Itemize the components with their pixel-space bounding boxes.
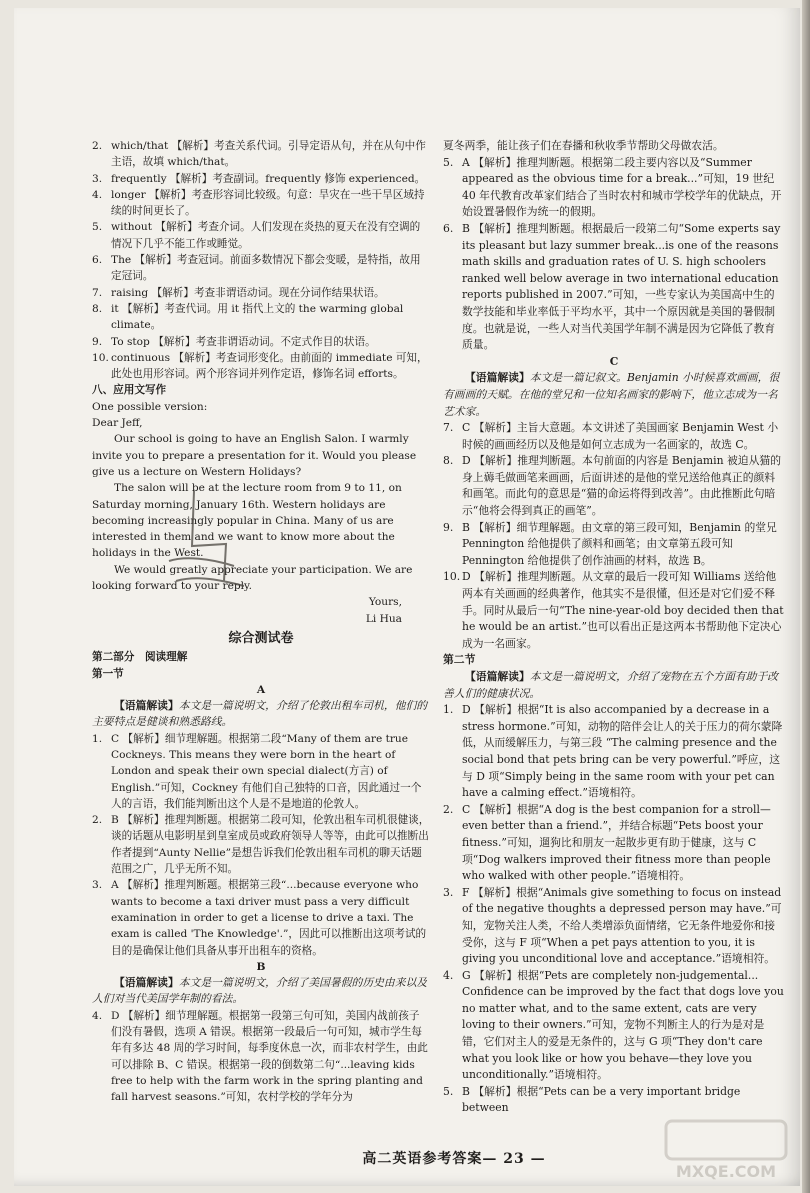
item-text: which/that 【解析】考查关系代词。引导定语从句，并在从句中作主语，故填 which/that。 (111, 140, 426, 169)
passage-b-reading-summary (92, 975, 430, 1008)
item-text: D 【解析】根据“It is also accompanied by a decrease in a stress hormone.”可知，动物的陪伴会让人的关于压力的荷尔蒙降低，从而缓解压力，与第三段 “The calming presence and the social bond that pets bring can be very powerful.”呼应，这与 D 项“Simply being in the same room with your pet can have a calming effect.”语境相符。 (462, 703, 783, 800)
possible-version-label: One possible version: (92, 400, 208, 413)
letter-paragraph-3: We would greatly appreciate your participation. We are looking forward to your reply. (92, 563, 413, 593)
item-number: 2. (443, 802, 454, 816)
item-number: 5. (92, 221, 103, 234)
item-text: F 【解析】根据“Animals give something to focus on instead of the negative thoughts a depressed person may have.”可知，宠物关注人类，不给人类增添负面情绪，它无条件地爱你和接受你，这与 F 项“When a pet pays attention to you, it is giving you unconditional love and acceptance.”语境相符。 (462, 885, 782, 966)
item-text: B 【解析】推理判断题。根据第二段可知，伦敦出租车司机很健谈，谈的话题从电影明星到皇室成员或政府领导人等等，由此可以推断出作者提到“Aunty Nellie”是想告诉我们伦敦出租车司机的聊天话题范围之广，几乎无所不知。 (111, 814, 430, 876)
item-number: 7. (443, 421, 454, 435)
item-number: 2. (92, 814, 103, 827)
item-number: 10. (92, 351, 109, 364)
passage-a-answers (92, 731, 430, 959)
answer-item (92, 731, 430, 812)
item-number: 10. (443, 570, 461, 584)
passage-c-reading-summary (443, 370, 785, 420)
item-number: 5. (443, 1084, 454, 1098)
answer-item (92, 812, 430, 877)
answer-item (443, 155, 785, 221)
item-number: 7. (92, 286, 103, 299)
answer-item (443, 420, 785, 453)
answer-item (92, 219, 430, 252)
item-text: A 【解析】推理判断题。根据第三段“...because everyone who wants to become a taxi driver must pass a very difficult examination in order to get a license to drive a taxi. The exam is called 'The Knowledge'.”，因此可以推断出这项考试的目的是确保让他们具备从事开出租车的资格。 (111, 879, 427, 957)
item-number: 1. (92, 732, 103, 745)
answer-item (92, 187, 430, 220)
letter-paragraph-1: Our school is going to have an English Salon. I warmly invite you to prepare a presentation for it. Would you please give us a lecture on Western Holidays? (92, 433, 417, 478)
answer-item (92, 350, 430, 383)
section2-heading: 第二节 (443, 653, 476, 667)
letter-paragraph-2: The salon will be at the lecture room from 9 to 11, on Saturday morning, January 16th. Western holidays are becoming increasingly popular in China. Many of us are interested in them and we want to know more about the holidays in the West. (92, 482, 402, 560)
item-number: 1. (443, 703, 454, 717)
passage-b-letter: B (256, 960, 266, 973)
answer-item (92, 171, 430, 187)
item-number: 8. (443, 454, 454, 468)
answer-item (92, 138, 430, 171)
part-heading: 第二部分 阅读理解 (92, 651, 188, 664)
item-text: continuous 【解析】考查词形变化。由前面的 immediate 可知，此处也用形容词。两个形容词并列作定语，修饰名词 efforts。 (111, 351, 428, 381)
watermark-text: MXQE.COM (675, 1162, 777, 1181)
reading-tag: 【语篇解读】 (114, 699, 179, 713)
answer-item (92, 334, 430, 350)
item-text: D 【解析】推理判断题。从文章的最后一段可知 Williams 送给他两本有关画画的经典著作，他其实不是很懂，但还是对它们爱不释手。同时从最后一句“The nine-year-old boy decided then that he would be an artist.”也可以看出正是这两本书帮助他下定决心成为一名画家。 (462, 570, 784, 650)
passage-c-letter: C (609, 354, 619, 368)
reading-tag: 【语篇解读】 (465, 371, 530, 385)
item-number: 8. (92, 302, 103, 315)
continuation-text: 夏冬两季，能让孩子们在春播和秋收季节帮助父母做农活。 (443, 139, 724, 152)
item-text: To stop 【解析】考查非谓语动词。不定式作目的状语。 (111, 335, 376, 348)
reading-text: 本文是一篇说明文，介绍了宠物在五个方面有助于改善人们的健康状况。 (443, 670, 779, 700)
item-text: G 【解析】根据“Pets are completely non-judgemental... Confidence can be improved by the fact that dogs love you no matter what, and to the same extent, cats are very loving to their owners.”可知，宠物不判断主人的行为是对是错，它们对主人的爱是无条件的，这与 G 项“They don't care what you look like or how you behave—they love you unconditionally.”语境相符。 (462, 968, 784, 1082)
answer-item (443, 569, 785, 652)
item-number: 3. (92, 879, 103, 892)
item-number: 4. (92, 1009, 103, 1022)
passage-b-answers-cont (443, 155, 785, 354)
item-text: A 【解析】推理判断题。根据第二段主要内容以及“Summer appeared as the obvious time for a break...”可知，19 世纪 40 年代教育改革家们结合了当时农村和城市学校学年的优缺点，开始设置暑假作为统一的假期。 (462, 155, 782, 219)
item-text: it 【解析】考查代词。用 it 指代上文的 the warming global climate。 (111, 302, 404, 332)
item-number: 3. (92, 172, 103, 185)
item-text: without 【解析】考查介词。人们发现在炎热的夏天在没有空调的情况下几乎不能工作或睡觉。 (111, 221, 421, 250)
answer-item (443, 968, 785, 1084)
item-text: D 【解析】细节理解题。根据第一段第三句可知，美国内战前孩子们没有暑假，选项 A 错误。根据第一段最后一句可知，城市学生每年有多达 48 周的学习时间，每季度休息一次，而非农村学生，由此可以排除 B、C 错误。根据第一段的倒数第二句“...leaving kids free to help with the farm work in the spring planting and fall harvest seasons.”可知，农村学校的学年分为 (111, 1009, 428, 1104)
grammar-answer-list (92, 138, 430, 382)
writing-heading: 八、应用文写作 (92, 384, 167, 397)
answer-item (92, 877, 430, 958)
passage-c-answers (443, 420, 785, 652)
item-text: D 【解析】推理判断题。本句前面的内容是 Benjamin 被迫从猫的身上薅毛做画笔来画画，后面讲述的是他的堂兄送给他真正的颜料和画笔。而此句的意思是“猫的命运将得到改善”。由此推断此句暗示“他将会得到真正的画笔”。 (462, 454, 781, 518)
item-text: C 【解析】细节理解题。根据第二段“Many of them are true Cockneys. This means they were born in the heart of London and speak their own special dialect(方言) of English.”可知，Cockney 有他们自己独特的口音，因此通过一个人的言语，我们能判断出这个人是不是地道的伦敦人。 (111, 732, 422, 810)
left-column (92, 138, 430, 1106)
item-number: 3. (443, 885, 454, 899)
item-number: 5. (443, 155, 454, 169)
item-text: The 【解析】考查冠词。前面多数情况下都会变暖，是特指，故用定冠词。 (111, 254, 421, 283)
item-number: 6. (443, 221, 454, 235)
answer-key-page (14, 8, 800, 1186)
item-text: C 【解析】根据“A dog is the best companion for a stroll—even better than a friend.”，并结合标题“Pets boost your fitness.”可知，遛狗比和朋友一起散步更有助于健康，这与 C 项“Dog walkers improved their fitness more than people who walked with other people.”语境相符。 (462, 802, 771, 883)
item-number: 6. (92, 254, 103, 267)
answer-item (443, 520, 785, 570)
section-heading: 第一节 (92, 667, 124, 680)
answer-item (92, 252, 430, 285)
item-number: 4. (443, 968, 454, 982)
answer-item (443, 1084, 785, 1117)
right-column (443, 138, 785, 1117)
test-title: 综合测试卷 (228, 630, 294, 646)
answer-item (443, 885, 785, 968)
answer-item (443, 221, 785, 354)
answer-item (92, 1008, 430, 1106)
answer-item (443, 453, 785, 519)
reading-tag: 【语篇解读】 (114, 976, 179, 990)
reading-tag: 【语篇解读】 (465, 670, 530, 683)
answer-item (443, 702, 785, 802)
item-number: 9. (92, 335, 103, 348)
letter-signature: Li Hua (365, 612, 402, 625)
passage-d-answers (443, 702, 785, 1117)
answer-item (92, 301, 430, 334)
answer-item (92, 285, 430, 301)
pencil-scribble-icon (154, 486, 264, 596)
letter-closing: Yours, (368, 596, 402, 609)
item-text: B 【解析】细节理解题。由文章的第三段可知，Benjamin 的堂兄 Pennington 给他提供了颜料和画笔；由文章第五段可知 Pennington 给他提供了创作油画的材料，故选 B。 (462, 520, 777, 567)
passage-b-answers (92, 1008, 430, 1106)
item-text: raising 【解析】考查非谓语动词。现在分词作结果状语。 (111, 286, 385, 299)
item-text: B 【解析】推理判断题。根据最后一段第二句“Some experts say its pleasant but lazy summer break...is one of the reasons math skills and graduation rates of U. S. high schoolers ranked well below average in two international education reports published in 2007.”可知，一些专家认为美国高中生的数学技能和毕业率低于平均水平，其中一个原因就是美国的暑假制度。也就是说，一些人对当代美国学年制不满是因为它降低了教育质量。 (462, 221, 781, 352)
reading-text: 本文是一篇记叙文。Benjamin 小时候喜欢画画，很有画画的天赋。在他的堂兄和一位知名画家的影响下，他立志成为一名艺术家。 (443, 371, 780, 418)
item-text: longer 【解析】考查形容词比较级。句意：旱灾在一些干旱区域持续的时间更长了。 (111, 188, 425, 218)
page-binding-edge (802, 0, 810, 1193)
passage-a-letter: A (256, 683, 266, 696)
watermark-logo-icon (656, 1115, 796, 1185)
passage-d-reading-summary (443, 669, 785, 702)
item-text: frequently 【解析】考查副词。frequently 修饰 experienced。 (111, 172, 426, 185)
item-number: 9. (443, 520, 454, 534)
reading-text: 本文是一篇说明文，介绍了伦敦出租车司机，他们的主要特点是健谈和熟悉路线。 (92, 699, 428, 729)
letter-greeting: Dear Jeff, (92, 417, 143, 430)
reading-text: 本文是一篇说明文，介绍了美国暑假的历史由来以及人们对当代美国学年制的看法。 (92, 976, 428, 1006)
page-footer: 高二英语参考答案— 23 — (362, 1151, 546, 1167)
passage-a-reading-summary (92, 698, 430, 731)
item-number: 4. (92, 188, 103, 201)
item-number: 2. (92, 140, 103, 152)
item-text: B 【解析】根据“Pets can be a very important bridge between (462, 1084, 741, 1115)
answer-item (443, 802, 785, 885)
item-text: C 【解析】主旨大意题。本文讲述了美国画家 Benjamin West 小时候的画画经历以及他是如何立志成为一名画家的，故选 C。 (462, 421, 779, 451)
